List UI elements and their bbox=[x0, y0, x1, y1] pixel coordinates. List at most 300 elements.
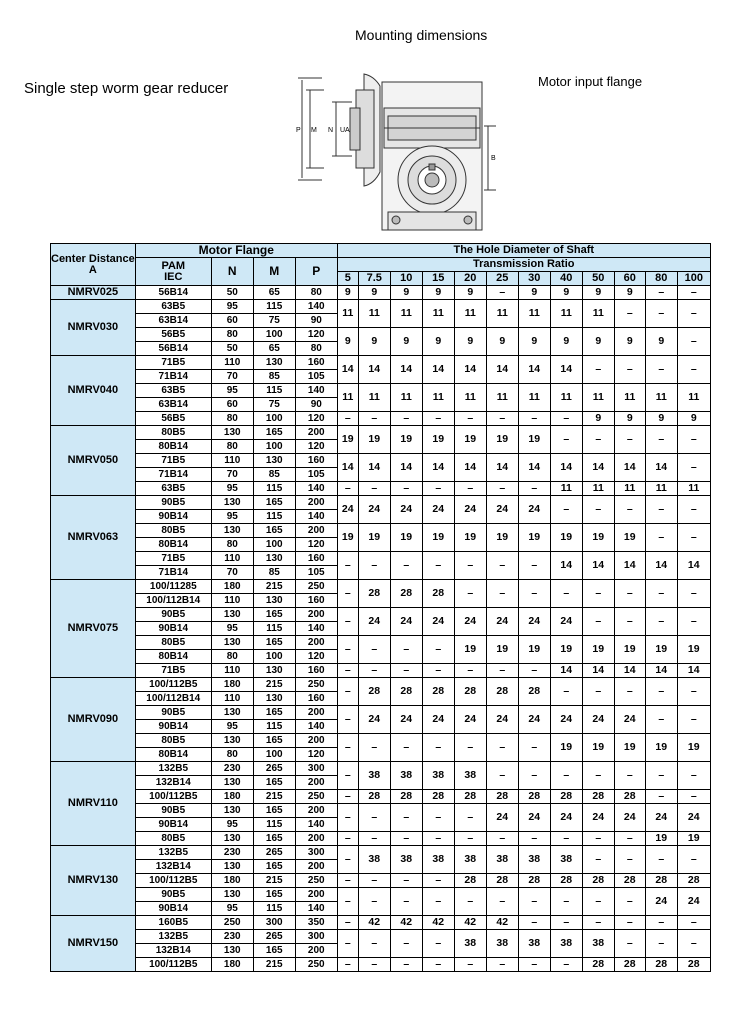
m-cell: 215 bbox=[253, 790, 295, 804]
model-cell: NMRV075 bbox=[51, 580, 136, 678]
p-cell: 200 bbox=[295, 804, 337, 818]
shaft-hole-cell: 24 bbox=[390, 496, 422, 524]
p-cell: 160 bbox=[295, 692, 337, 706]
m-cell: 85 bbox=[253, 468, 295, 482]
header-row bbox=[51, 244, 711, 258]
m-cell: 215 bbox=[253, 874, 295, 888]
p-cell: 140 bbox=[295, 902, 337, 916]
table-row bbox=[51, 454, 711, 468]
n-cell: 95 bbox=[211, 720, 253, 734]
model-cell: NMRV110 bbox=[51, 762, 136, 846]
shaft-hole-cell: – bbox=[337, 804, 358, 832]
shaft-hole-cell: – bbox=[550, 496, 582, 524]
m-cell: 100 bbox=[253, 538, 295, 552]
p-cell: 160 bbox=[295, 454, 337, 468]
shaft-hole-cell: – bbox=[358, 888, 390, 916]
m-cell: 215 bbox=[253, 580, 295, 594]
shaft-hole-cell: 38 bbox=[550, 930, 582, 958]
n-cell: 95 bbox=[211, 384, 253, 398]
m-cell: 130 bbox=[253, 664, 295, 678]
n-cell: 70 bbox=[211, 468, 253, 482]
shaft-hole-cell: 19 bbox=[677, 636, 710, 664]
shaft-hole-cell: 38 bbox=[358, 762, 390, 790]
shaft-hole-cell: 14 bbox=[645, 454, 677, 482]
m-cell: 115 bbox=[253, 902, 295, 916]
m-cell: 100 bbox=[253, 328, 295, 342]
shaft-hole-cell: 24 bbox=[677, 804, 710, 832]
shaft-hole-cell: 9 bbox=[486, 328, 518, 356]
p-cell: 120 bbox=[295, 748, 337, 762]
m-cell: 85 bbox=[253, 370, 295, 384]
shaft-hole-cell: – bbox=[582, 580, 614, 608]
shaft-hole-cell: 24 bbox=[390, 706, 422, 734]
m-cell: 165 bbox=[253, 944, 295, 958]
n-cell: 180 bbox=[211, 678, 253, 692]
m-cell: 165 bbox=[253, 888, 295, 902]
shaft-hole-cell: – bbox=[390, 734, 422, 762]
shaft-hole-cell: – bbox=[358, 804, 390, 832]
shaft-hole-cell: – bbox=[677, 286, 710, 300]
shaft-hole-cell: – bbox=[518, 916, 550, 930]
n-cell: 110 bbox=[211, 692, 253, 706]
n-cell: 130 bbox=[211, 734, 253, 748]
iec-cell: 63B5 bbox=[135, 300, 211, 314]
shaft-hole-cell: – bbox=[337, 412, 358, 426]
m-cell: 165 bbox=[253, 860, 295, 874]
m-cell: 165 bbox=[253, 636, 295, 650]
transmission-ratio-header: Transmission Ratio bbox=[337, 258, 710, 272]
shaft-hole-cell: 19 bbox=[390, 524, 422, 552]
m-cell: 100 bbox=[253, 650, 295, 664]
shaft-hole-cell: – bbox=[582, 888, 614, 916]
iec-cell: 90B5 bbox=[135, 496, 211, 510]
table-row bbox=[51, 356, 711, 370]
shaft-hole-cell: 24 bbox=[422, 608, 454, 636]
shaft-hole-cell: – bbox=[677, 454, 710, 482]
shaft-hole-cell: – bbox=[422, 412, 454, 426]
shaft-hole-cell: 9 bbox=[390, 328, 422, 356]
p-cell: 200 bbox=[295, 832, 337, 846]
shaft-hole-cell: 28 bbox=[550, 790, 582, 804]
n-cell: 130 bbox=[211, 804, 253, 818]
iec-cell: 132B5 bbox=[135, 846, 211, 860]
shaft-hole-cell: – bbox=[582, 426, 614, 454]
m-cell: 165 bbox=[253, 524, 295, 538]
shaft-hole-cell: 28 bbox=[645, 874, 677, 888]
shaft-hole-cell: 11 bbox=[550, 300, 582, 328]
shaft-hole-cell: 42 bbox=[454, 916, 486, 930]
ratio-header: 20 bbox=[454, 272, 486, 286]
shaft-hole-cell: – bbox=[677, 678, 710, 706]
n-cell: 95 bbox=[211, 510, 253, 524]
shaft-hole-cell: 11 bbox=[550, 482, 582, 496]
shaft-hole-cell: – bbox=[454, 412, 486, 426]
shaft-hole-cell: 42 bbox=[486, 916, 518, 930]
shaft-hole-cell: 28 bbox=[677, 874, 710, 888]
p-cell: 80 bbox=[295, 286, 337, 300]
p-cell: 140 bbox=[295, 300, 337, 314]
shaft-hole-cell: 19 bbox=[645, 832, 677, 846]
shaft-hole-cell: 28 bbox=[422, 790, 454, 804]
shaft-hole-cell: – bbox=[645, 356, 677, 384]
p-cell: 140 bbox=[295, 482, 337, 496]
n-cell: 60 bbox=[211, 398, 253, 412]
table-row bbox=[51, 524, 711, 538]
n-cell: 95 bbox=[211, 482, 253, 496]
n-cell: 110 bbox=[211, 356, 253, 370]
shaft-hole-cell: – bbox=[486, 762, 518, 790]
mounting-dimensions-title: Mounting dimensions bbox=[355, 27, 488, 43]
shaft-hole-cell: 11 bbox=[645, 384, 677, 412]
shaft-hole-cell: 14 bbox=[677, 552, 710, 580]
shaft-hole-cell: – bbox=[486, 958, 518, 972]
p-cell: 200 bbox=[295, 776, 337, 790]
shaft-hole-cell: 24 bbox=[486, 496, 518, 524]
shaft-hole-cell: 24 bbox=[645, 888, 677, 916]
shaft-hole-cell: – bbox=[358, 930, 390, 958]
shaft-hole-cell: 38 bbox=[358, 846, 390, 874]
shaft-hole-cell: – bbox=[614, 930, 645, 958]
shaft-hole-cell: 19 bbox=[550, 734, 582, 762]
n-cell: 130 bbox=[211, 636, 253, 650]
p-cell: 105 bbox=[295, 566, 337, 580]
shaft-hole-cell: – bbox=[337, 832, 358, 846]
shaft-hole-cell: – bbox=[645, 678, 677, 706]
iec-cell: 80B14 bbox=[135, 440, 211, 454]
iec-cell: 160B5 bbox=[135, 916, 211, 930]
shaft-hole-cell: 24 bbox=[550, 706, 582, 734]
shaft-hole-cell: – bbox=[486, 482, 518, 496]
shaft-hole-cell: 19 bbox=[422, 524, 454, 552]
shaft-hole-cell: 9 bbox=[677, 412, 710, 426]
shaft-hole-cell: 19 bbox=[486, 426, 518, 454]
table-row bbox=[51, 888, 711, 902]
shaft-hole-cell: 11 bbox=[422, 300, 454, 328]
p-cell: 200 bbox=[295, 426, 337, 440]
p-cell: 160 bbox=[295, 552, 337, 566]
shaft-hole-cell: – bbox=[390, 930, 422, 958]
shaft-hole-cell: – bbox=[422, 804, 454, 832]
shaft-hole-cell: 38 bbox=[454, 846, 486, 874]
reducer-title: Single step worm gear reducer bbox=[24, 80, 229, 97]
shaft-hole-cell: – bbox=[582, 832, 614, 846]
m-cell: 165 bbox=[253, 804, 295, 818]
p-cell: 160 bbox=[295, 664, 337, 678]
iec-cell: 90B14 bbox=[135, 720, 211, 734]
n-cell: 80 bbox=[211, 440, 253, 454]
iec-cell: 80B5 bbox=[135, 426, 211, 440]
shaft-hole-cell: 28 bbox=[358, 790, 390, 804]
shaft-hole-cell: 19 bbox=[677, 734, 710, 762]
p-cell: 300 bbox=[295, 930, 337, 944]
n-cell: 80 bbox=[211, 650, 253, 664]
iec-cell: 132B14 bbox=[135, 944, 211, 958]
dim-n-label: N bbox=[328, 127, 334, 134]
shaft-hole-cell: 24 bbox=[454, 496, 486, 524]
shaft-hole-cell: 19 bbox=[518, 636, 550, 664]
iec-cell: 56B5 bbox=[135, 328, 211, 342]
dim-b-label: B bbox=[491, 155, 496, 162]
shaft-hole-cell: 24 bbox=[454, 706, 486, 734]
shaft-hole-cell: 14 bbox=[454, 454, 486, 482]
n-cell: 180 bbox=[211, 790, 253, 804]
ratio-header: 80 bbox=[645, 272, 677, 286]
shaft-hole-cell: – bbox=[677, 706, 710, 734]
shaft-hole-cell: – bbox=[358, 874, 390, 888]
shaft-hole-cell: – bbox=[358, 636, 390, 664]
p-cell: 200 bbox=[295, 888, 337, 902]
m-cell: 65 bbox=[253, 286, 295, 300]
p-cell: 140 bbox=[295, 720, 337, 734]
shaft-hole-cell: 11 bbox=[518, 384, 550, 412]
shaft-hole-cell: 28 bbox=[614, 790, 645, 804]
shaft-hole-cell: – bbox=[645, 580, 677, 608]
iec-cell: 56B5 bbox=[135, 412, 211, 426]
table-row bbox=[51, 804, 711, 818]
n-cell: 180 bbox=[211, 958, 253, 972]
m-cell: 115 bbox=[253, 818, 295, 832]
shaft-hole-cell: 28 bbox=[645, 958, 677, 972]
table-row bbox=[51, 874, 711, 888]
shaft-hole-cell: – bbox=[677, 846, 710, 874]
shaft-hole-cell: 19 bbox=[486, 524, 518, 552]
shaft-hole-cell: 19 bbox=[582, 734, 614, 762]
p-cell: 200 bbox=[295, 608, 337, 622]
shaft-hole-cell: – bbox=[614, 356, 645, 384]
iec-cell: 90B14 bbox=[135, 902, 211, 916]
table-row bbox=[51, 706, 711, 720]
ratio-header: 15 bbox=[422, 272, 454, 286]
shaft-hole-cell: 9 bbox=[337, 286, 358, 300]
m-cell: 130 bbox=[253, 552, 295, 566]
table-row bbox=[51, 286, 711, 300]
shaft-hole-cell: – bbox=[677, 762, 710, 790]
center-distance-sub: A bbox=[88, 263, 97, 276]
shaft-hole-cell: 24 bbox=[582, 804, 614, 832]
m-cell: 265 bbox=[253, 762, 295, 776]
shaft-hole-cell: 28 bbox=[358, 580, 390, 608]
shaft-hole-cell: – bbox=[582, 496, 614, 524]
shaft-hole-cell: 28 bbox=[454, 874, 486, 888]
shaft-hole-cell: 14 bbox=[358, 356, 390, 384]
iec-cell: 63B5 bbox=[135, 384, 211, 398]
shaft-hole-cell: 11 bbox=[390, 300, 422, 328]
shaft-hole-cell: 19 bbox=[518, 524, 550, 552]
n-cell: 70 bbox=[211, 370, 253, 384]
n-cell: 130 bbox=[211, 706, 253, 720]
shaft-hole-cell: 9 bbox=[358, 286, 390, 300]
iec-cell: 90B5 bbox=[135, 706, 211, 720]
shaft-hole-cell: – bbox=[337, 608, 358, 636]
shaft-hole-cell: 19 bbox=[390, 426, 422, 454]
iec-cell: 63B14 bbox=[135, 398, 211, 412]
n-cell: 130 bbox=[211, 426, 253, 440]
iec-cell: 132B14 bbox=[135, 776, 211, 790]
shaft-hole-cell: 19 bbox=[358, 426, 390, 454]
m-cell: 115 bbox=[253, 384, 295, 398]
shaft-hole-cell: 24 bbox=[486, 706, 518, 734]
ratio-header: 50 bbox=[582, 272, 614, 286]
p-cell: 200 bbox=[295, 496, 337, 510]
shaft-hole-cell: 24 bbox=[645, 804, 677, 832]
shaft-hole-cell: 14 bbox=[337, 356, 358, 384]
shaft-hole-cell: 28 bbox=[614, 958, 645, 972]
p-cell: 160 bbox=[295, 594, 337, 608]
p-cell: 140 bbox=[295, 510, 337, 524]
shaft-hole-cell: – bbox=[614, 888, 645, 916]
shaft-hole-cell: – bbox=[550, 958, 582, 972]
p-cell: 160 bbox=[295, 356, 337, 370]
m-cell: 115 bbox=[253, 300, 295, 314]
m-cell: 65 bbox=[253, 342, 295, 356]
shaft-hole-cell: – bbox=[645, 426, 677, 454]
shaft-hole-cell: 9 bbox=[582, 412, 614, 426]
shaft-hole-cell: – bbox=[645, 496, 677, 524]
p-cell: 300 bbox=[295, 846, 337, 860]
shaft-hole-cell: 28 bbox=[422, 678, 454, 706]
shaft-hole-cell: 9 bbox=[645, 412, 677, 426]
shaft-hole-cell: – bbox=[550, 426, 582, 454]
shaft-hole-cell: – bbox=[454, 958, 486, 972]
shaft-hole-cell: – bbox=[677, 496, 710, 524]
iec-cell: 90B14 bbox=[135, 622, 211, 636]
shaft-hole-cell: 14 bbox=[614, 664, 645, 678]
shaft-hole-cell: 9 bbox=[422, 328, 454, 356]
shaft-hole-cell: – bbox=[337, 664, 358, 678]
p-cell: 200 bbox=[295, 944, 337, 958]
shaft-hole-cell: – bbox=[422, 636, 454, 664]
m-cell: 75 bbox=[253, 314, 295, 328]
shaft-hole-cell: 11 bbox=[582, 482, 614, 496]
shaft-hole-cell: 38 bbox=[518, 930, 550, 958]
table-row bbox=[51, 916, 711, 930]
shaft-hole-cell: – bbox=[486, 580, 518, 608]
iec-cell: 80B5 bbox=[135, 734, 211, 748]
shaft-hole-cell: 11 bbox=[358, 384, 390, 412]
shaft-hole-cell: – bbox=[582, 916, 614, 930]
shaft-hole-cell: – bbox=[550, 678, 582, 706]
p-cell: 250 bbox=[295, 580, 337, 594]
gear-reducer-drawing bbox=[292, 72, 502, 234]
model-cell: NMRV040 bbox=[51, 356, 136, 426]
shaft-hole-cell: – bbox=[614, 608, 645, 636]
shaft-hole-cell: 24 bbox=[486, 608, 518, 636]
shaft-hole-cell: 14 bbox=[582, 552, 614, 580]
shaft-hole-cell: – bbox=[645, 286, 677, 300]
model-cell: NMRV063 bbox=[51, 496, 136, 580]
m-cell: 265 bbox=[253, 846, 295, 860]
shaft-hole-cell: 14 bbox=[486, 356, 518, 384]
center-distance-label: Center Distance bbox=[51, 252, 135, 265]
shaft-hole-cell: 11 bbox=[337, 384, 358, 412]
table-row bbox=[51, 412, 711, 426]
n-cell: 110 bbox=[211, 594, 253, 608]
shaft-hole-cell: – bbox=[582, 762, 614, 790]
m-cell: 165 bbox=[253, 426, 295, 440]
shaft-hole-cell: 11 bbox=[550, 384, 582, 412]
m-cell: 165 bbox=[253, 734, 295, 748]
n-cell: 180 bbox=[211, 874, 253, 888]
m-cell: 130 bbox=[253, 594, 295, 608]
shaft-hole-cell: 19 bbox=[614, 636, 645, 664]
shaft-hole-cell: – bbox=[358, 482, 390, 496]
shaft-hole-cell: – bbox=[550, 762, 582, 790]
table-row bbox=[51, 790, 711, 804]
shaft-hole-cell: 24 bbox=[518, 804, 550, 832]
shaft-hole-cell: 24 bbox=[422, 496, 454, 524]
iec-cell: 71B14 bbox=[135, 370, 211, 384]
shaft-hole-cell: 9 bbox=[518, 328, 550, 356]
shaft-hole-cell: – bbox=[454, 734, 486, 762]
shaft-hole-cell: 42 bbox=[422, 916, 454, 930]
n-cell: 50 bbox=[211, 286, 253, 300]
shaft-hole-cell: 19 bbox=[614, 734, 645, 762]
iec-cell: 71B5 bbox=[135, 356, 211, 370]
shaft-hole-cell: 14 bbox=[454, 356, 486, 384]
shaft-hole-cell: – bbox=[645, 608, 677, 636]
shaft-hole-cell: 28 bbox=[454, 678, 486, 706]
center-distance-header bbox=[51, 244, 136, 286]
shaft-hole-cell: – bbox=[645, 846, 677, 874]
shaft-hole-cell: 14 bbox=[486, 454, 518, 482]
model-cell: NMRV030 bbox=[51, 300, 136, 356]
shaft-hole-cell: 14 bbox=[550, 454, 582, 482]
iec-cell: 63B5 bbox=[135, 482, 211, 496]
shaft-hole-cell: 14 bbox=[422, 356, 454, 384]
table-row bbox=[51, 636, 711, 650]
m-cell: 100 bbox=[253, 440, 295, 454]
shaft-hole-cell: – bbox=[358, 734, 390, 762]
shaft-hole-cell: – bbox=[614, 916, 645, 930]
shaft-hole-cell: 28 bbox=[390, 790, 422, 804]
iec-cell: 100/112B5 bbox=[135, 874, 211, 888]
shaft-hole-cell: – bbox=[677, 300, 710, 328]
dim-m-label: M bbox=[311, 127, 317, 134]
iec-cell: 71B5 bbox=[135, 664, 211, 678]
shaft-hole-cell: – bbox=[337, 552, 358, 580]
iec-cell: 71B5 bbox=[135, 454, 211, 468]
n-cell: 130 bbox=[211, 888, 253, 902]
ratio-header: 40 bbox=[550, 272, 582, 286]
shaft-hole-cell: – bbox=[337, 846, 358, 874]
shaft-hole-cell: – bbox=[422, 664, 454, 678]
iec-cell: 100/112B5 bbox=[135, 790, 211, 804]
shaft-hole-cell: 38 bbox=[390, 846, 422, 874]
shaft-hole-cell: 11 bbox=[486, 300, 518, 328]
m-cell: 130 bbox=[253, 454, 295, 468]
p-cell: 140 bbox=[295, 384, 337, 398]
n-cell: 95 bbox=[211, 622, 253, 636]
shaft-hole-cell: 28 bbox=[390, 678, 422, 706]
shaft-hole-cell: 9 bbox=[550, 328, 582, 356]
shaft-hole-cell: 19 bbox=[486, 636, 518, 664]
shaft-hole-cell: – bbox=[422, 958, 454, 972]
table-row bbox=[51, 930, 711, 944]
shaft-hole-cell: – bbox=[550, 888, 582, 916]
ratio-header: 25 bbox=[486, 272, 518, 286]
shaft-hole-cell: – bbox=[677, 328, 710, 356]
shaft-hole-cell: – bbox=[390, 482, 422, 496]
shaft-hole-cell: 9 bbox=[454, 328, 486, 356]
shaft-hole-cell: 14 bbox=[614, 454, 645, 482]
n-cell: 50 bbox=[211, 342, 253, 356]
shaft-hole-cell: 28 bbox=[518, 874, 550, 888]
m-cell: 265 bbox=[253, 930, 295, 944]
table-row bbox=[51, 300, 711, 314]
shaft-hole-cell: – bbox=[614, 580, 645, 608]
shaft-hole-cell: – bbox=[337, 874, 358, 888]
p-cell: 120 bbox=[295, 328, 337, 342]
